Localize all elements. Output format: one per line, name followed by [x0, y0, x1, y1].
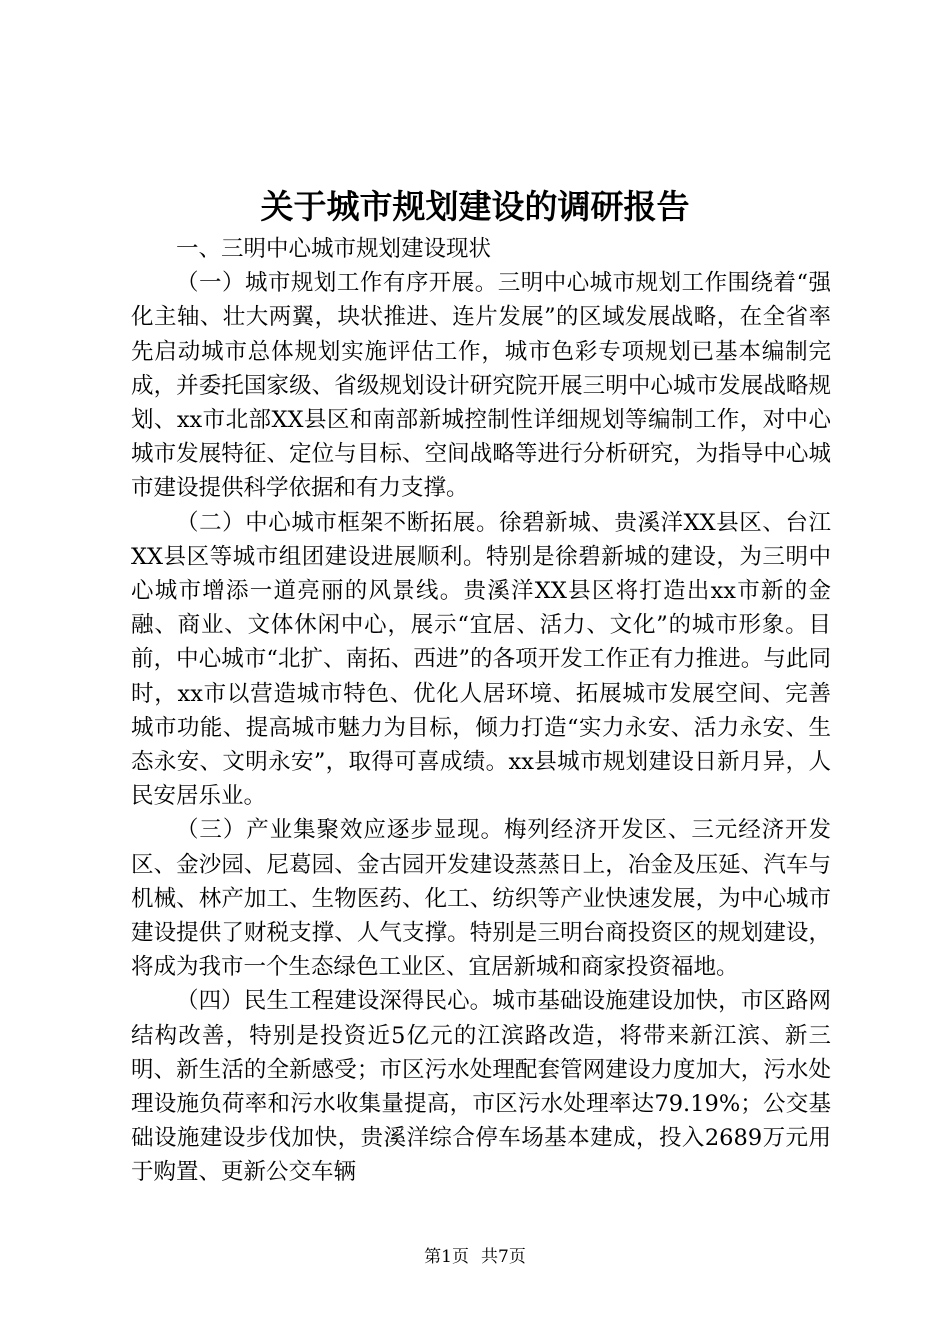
page-number: 第1页 — [424, 1247, 469, 1267]
paragraph-3: （三）产业集聚效应逐步显现。梅列经济开发区、三元经济开发区、金沙园、尼葛园、金古园开发建设蒸蒸日上，冶金及压延、汽车与机械、林产加工、生物医药、化工、纺织等产业快速发展，为中心城市建设提供了财税支撑、人气支撑。特别是三明台商投资区的规划建设，将成为我市一个生态绿色工业区、宜居新城和商家投资福地。 — [131, 817, 831, 981]
page-footer — [0, 1245, 950, 1269]
section-heading: 一、三明中心城市规划建设现状 — [176, 236, 492, 262]
paragraph-1: （一）城市规划工作有序开展。三明中心城市规划工作围绕着“强化主轴、壮大两翼，块状推进、连片发展”的区域发展战略，在全省率先启动城市总体规划实施评估工作，城市色彩专项规划已基本编制完成，并委托国家级、省级规划设计研究院开展三明中心城市发展战略规划、xx市北部XX县区和南部新城控制性详细规划等编制工作，对中心城市发展特征、定位与目标、空间战略等进行分析研究，为指导中心城市建设提供科学依据和有力支撑。 — [131, 270, 831, 502]
document-title: 关于城市规划建设的调研报告 — [260, 187, 690, 226]
paragraph-2: （二）中心城市框架不断拓展。徐碧新城、贵溪洋XX县区、台江XX县区等城市组团建设进展顺利。特别是徐碧新城的建设，为三明中心城市增添一道亮丽的风景线。贵溪洋XX县区将打造出xx市新的金融、商业、文体休闲中心，展示“宜居、活力、文化”的城市形象。目前，中心城市“北扩、南拓、西进”的各项开发工作正有力推进。与此同时，xx市以营造城市特色、优化人居环境、拓展城市发展空间、完善城市功能、提高城市魅力为目标，倾力打造“实力永安、活力永安、生态永安、文明永安”，取得可喜成绩。xx县城市规划建设日新月异，人民安居乐业。 — [131, 509, 831, 810]
page-total: 共7页 — [481, 1247, 526, 1267]
document-body — [131, 232, 831, 1190]
paragraph-4: （四）民生工程建设深得民心。城市基础设施建设加快，市区路网结构改善，特别是投资近5亿元的江滨路改造，将带来新江滨、新三明、新生活的全新感受；市区污水处理配套管网建设力度加大，污水处理设施负荷率和污水收集量提高，市区污水处理率达79.19%；公交基础设施建设步伐加快，贵溪洋综合停车场基本建成，投入2689万元用于购置、更新公交车辆 — [131, 988, 831, 1186]
